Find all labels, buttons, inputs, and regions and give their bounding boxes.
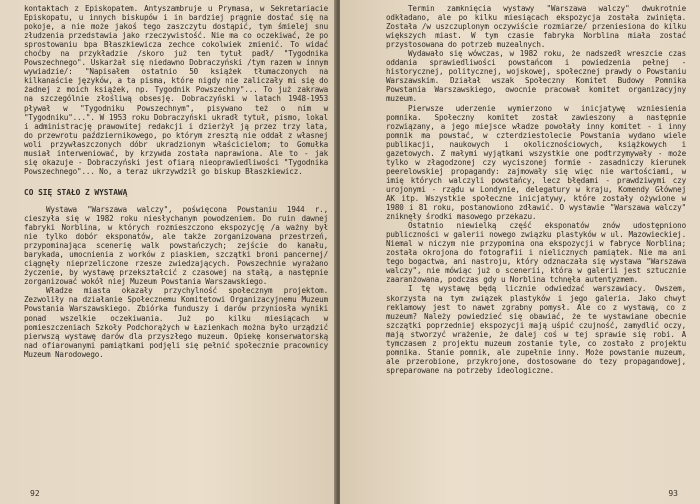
left-page-text: [24, 4, 328, 359]
right-paragraph-4: Ostatnio niewielką część eksponatów znów udostępniono publiczności w galerii nowego związku plastyków w ul. Mazowieckiej. Niemal w niczym nie przypomina ona ekspozycji w fabryce Norblina; została okrojona do fotografii i nielicznych pamiątek. Nie ma ani tego bogactwa, ani nastroju, który odznaczała się wystawa "Warszawa walczy", nie mówiąc już o scenerii, która w galerii jest sztucznie zaaranżowana, podczas gdy u Norblina tchnęła autentyzmem.: [386, 221, 686, 285]
left-paragraph-3: Władze miasta okazały przychylność społecznym projektom. Zezwoliły na działanie Społecznemu Komitetowi Organizacyjnemu Muzeum Powstania Warszawskiego. Zbiórka funduszy i darów przyniosła wyniki ponad wszelkie oczekiwania. Już po kilku miesiącach w pomieszczeniach Szkoły Podchorążych w Łazienkach można było urządzić pierwszą wystawę darów dla przyszłego muzeum. Opiekę konserwatorską nad ofiarowanymi pamiątkami podjęli się pełnić społecznie pracownicy Muzeum Narodowego.: [24, 286, 328, 359]
page-number-left: 92: [30, 489, 40, 498]
right-paragraph-2: Wydawało się wówczas, w 1982 roku, że nadszedł wreszcie czas oddania sprawiedliwości powstańcom i powiedzenia pełnej - historycznej, politycznej, wojskowej, społecznej prawdy o Powstaniu Warszawskim. Działał wszak Społeczny Komitet Budowy Pomnika Powstania Warszawskiego, owocnie pracował komitet organizacyjny muzeum.: [386, 49, 686, 104]
page-number-right: 93: [668, 489, 678, 498]
right-paragraph-5: I tę wystawę będą licznie odwiedzać warszawiacy. Owszem, skorzysta na tym związek plastyków i jego galeria. Jako chwyt reklamowy jest to nawet zgrabny pomysł. Ale co z wystawą, co z muzeum? Należy powiedzieć się obawiać, że te wystawiane obecnie szczątki poprzedniej ekspozycji mają uśpić czujność, zamydlić oczy, mają stworzyć wrażenie, że dalej coś w tej sprawie się robi. A tymczasem z projektu muzeum zostanie tyle, co zostało z projektu pomnika. Stanie pomnik, ale zupełnie inny. Może powstanie muzeum, ale przerobione, przykrojone, dostosowane do tezy propagandowej, spreparowane na potrzeby ideologiczne.: [386, 284, 686, 375]
left-page: [0, 0, 336, 504]
right-page: [340, 0, 700, 504]
right-paragraph-1: Termin zamknięcia wystawy "Warszawa walczy" dwukrotnie odkładano, ale po kilku miesiącach ekspozycja została zwinięta. Została /w uszczuplonym oczywiście rozmiarze/ przeniesiona do kilku większych miast. W tym czasie fabryka Norblina miała zostać przystosowana do potrzeb muzealnych.: [386, 4, 686, 50]
left-paragraph-1: kontaktach z Episkopatem. Antyszambruje u Prymasa, w Sekretariacie Episkopatu, u innych biskupów i in bardziej prągnie dostać się na pokoje, a nie może jakoś tego zaszczytu dostąpić, tym śmielej snu złudzenia przedstawia jako rzeczywistość. Nie ma co oczekiwać, że po sprostowaniu bpa Błaszkiewicza zechce cokolwiek zmienić. To widać choćby na przykładzie /skoro już ten tytuł padł/ "Tygodnika Powszechnego". Uskarżał się niedawno Dobraczyński /tym razem w innym wywiadzie/: "Napisałem ostatnio 50 książek tłumaczonych na kilkanaście języków, a ta pisma, które nigdy nie zaliczały mi się do żadnej z moich książek, np. Tygodnik Powszechny"... To już zakrawa na szczególnie złośliwą obsesję. Dobraczyński w latach 1948-1953 pływał w "Tygodniku Powszechnym", pisywano też o nim w "Tygodniku"...". W 1953 roku Dobraczyński ukradł tytuł, pismo, lokal i administrację prawowitej redakcji i dzierżył ją przez trzy lata, do przewrotu październikowego, po którym zresztą nie oddał z własnej woli przywłaszczonych dóbr ukradzionym właścicielom; to Gomułka musiał interweniować, by krzywda została naprawiona. Ale to - jak się okazuje - Dobraczyński jest ofiarą nieoprawiedliwości "Tygodnika Powszechnego"... No, a teraz ukrzywdził go biskup Błaszkiewicz.: [24, 4, 328, 176]
section-heading: CO SIĘ STAŁO Z WYSTAWĄ: [24, 187, 128, 197]
right-page-text: [386, 4, 686, 375]
right-paragraph-3: Pierwsze uderzenie wymierzono w inicjatywę wzniesienia pomnika. Społeczny komitet został zawieszony a następnie rozwiązany, a jego miejsce władze powołały inny komitet - i inny pomnik ma powstać, w czterdziestolecie Powstania wydano wiele publikacji, naukowych i okolicznościowych, książkowych i gazetowych. Z małymi wyjątkami wszystkie one podtrzymywały - może tylko w złagodzonej czy wyciszonej formie - zasadniczy kierunek peerelowskiej propagandy: zajmowały się więc nie wartościami, w imię których walczyli powstańcy, lecz błędami - prawdziwymi czy urojonymi - rządu w Londynie, delegatury w kraju, Komendy Głównej AK itp. Wszystkie społeczne inicjatywy, które zostały ożywione w 1980 i 81 roku, postanowiono zdławić. O wystawie "Warszawa walczy" zniknęły środki masowego przekazu.: [386, 103, 686, 222]
left-paragraph-2: Wystawa "Warszawa walczy", poświęcona Powstaniu 1944 r., cieszyła się w 1982 roku niesłychanym powodzeniem. Do ruin dawnej fabryki Norblina, w których rozmieszczono ekspozycję /a ważny był nie tylko dobór eksponatów, ale także zorganizowana przestrzeń, przypominająca scenerię walk powstańczych; zejście do kanału, barykada, umocnienia z worków z piaskiem, szczątki broni pancernej/ ciągnęły nieprzeliczone rzesze zwiedzających. Powszechnie wyrażano życzenie, by wystawę przekształcić z czasowej na stałą, a następnie zorganizować wokół niej Muzeum Powstania Warszawskiego.: [24, 204, 328, 287]
